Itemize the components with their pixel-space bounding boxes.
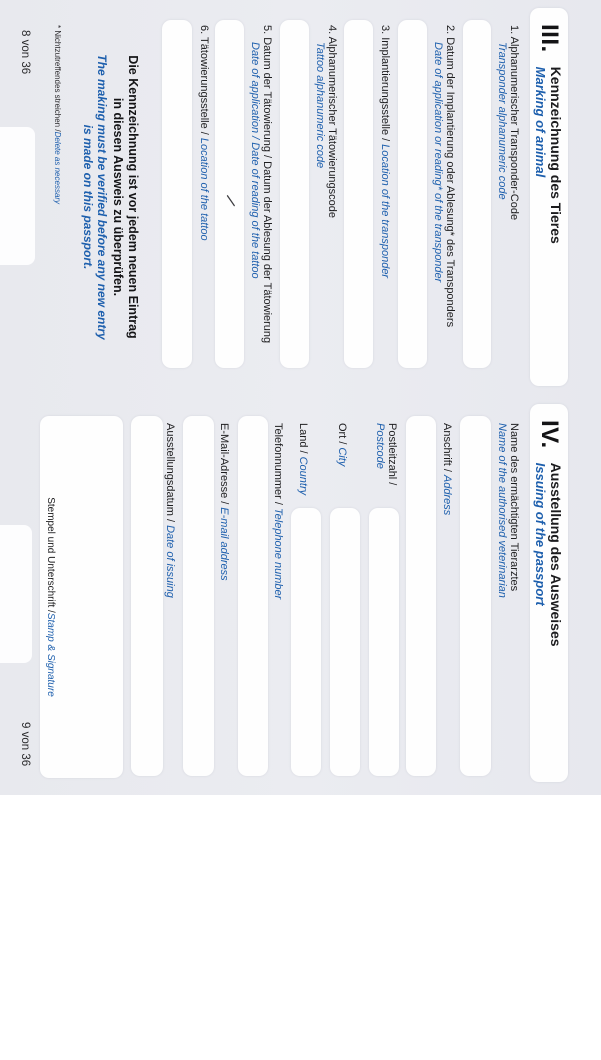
vet-name-field [460, 416, 491, 776]
section-iii-header [530, 8, 568, 386]
page-edge-strip-right [0, 525, 32, 663]
verify-notice-de-line2: in diesen Ausweis zu überprüfen. [111, 97, 125, 297]
implant-date-label-de: 2. Datum der Implantierung oder Ablesung* des Transponders [444, 25, 456, 328]
city-field [330, 508, 360, 776]
address-label: Anschrift /Address [441, 423, 453, 516]
page-number-9: 9 von 36 [19, 722, 31, 767]
page-section-iv [0, 404, 601, 782]
section-iii-titles [534, 67, 565, 244]
tattoo-date-label-de: 5. Datum der Tätowierung / Datum der Ablesung der Tätowierung [261, 25, 273, 344]
tattoo-code-label-de: 4. Alphanumerischer Tätowierungscode [326, 25, 338, 219]
section-iv-title-en: Issuing of the passport [533, 462, 549, 606]
implant-date-field [398, 20, 427, 368]
implant-date-label-en: Date of application or reading* of the transponder [432, 42, 444, 283]
verify-notice-de-line1: Die Kennzeichnung ist vor jedem neuen Eintrag [126, 55, 140, 339]
section-iii-title-de: Kennzeichnung des Tieres [548, 66, 565, 244]
section-iv-title-de: Ausstellung des Ausweises [548, 462, 565, 647]
vet-name-label-en: Name of the authorised veterinarian [496, 423, 508, 598]
issue-date-label: Ausstellungsdatum /Date of issuing [164, 423, 176, 598]
page-section-iii [0, 8, 601, 386]
address-field [406, 416, 436, 776]
email-label: E-Mail-Adresse /E-mail address [218, 423, 230, 581]
postcode-label-en: Postcode [374, 423, 386, 469]
verify-notice-en-line1: The making must be verified before any new entry [95, 54, 109, 340]
section-iii-number: III. [536, 24, 563, 53]
section-iii-title-en: Marking of animal [533, 66, 549, 178]
transponder-code-label-de: 1. Alphanumerischer Transponder-Code [508, 25, 520, 221]
page-edge-strip-left [0, 127, 35, 265]
transponder-code-label-en: Transponder alphanumeric code [496, 42, 508, 200]
country-label: Land /Country [297, 423, 309, 496]
tattoo-date-label-en: Date of application / Date of reading of the tattoo [249, 42, 261, 279]
vet-name-label-de: Name des ermächtigten Tierarztes [508, 423, 520, 592]
country-field [291, 508, 321, 776]
phone-label: Telefonnummer /Telephone number [272, 423, 284, 600]
transponder-location-field [344, 20, 373, 368]
email-field [183, 416, 214, 776]
section-iv-header [530, 404, 568, 782]
page-number-8: 8 von 36 [19, 30, 31, 75]
transponder-location-label: 3. Implantierungsstelle /Location of the transponder [379, 25, 391, 279]
tattoo-code-label-en: Tattoo alphanumeric code [314, 42, 326, 169]
date-separator-slash: / [221, 192, 240, 209]
tattoo-location-label: 6. Tätowierungsstelle /Location of the tattoo [198, 25, 210, 241]
tattoo-location-field [162, 20, 192, 368]
section-iv-titles [534, 463, 565, 647]
postcode-label-de: Postleitzahl / [386, 423, 398, 486]
postcode-field [369, 508, 399, 776]
stamp-signature-label: Stempel und Unterschrift /Stamp & Signature [45, 497, 56, 697]
transponder-code-field [463, 20, 491, 368]
tattoo-date-field [215, 20, 244, 368]
phone-field [238, 416, 268, 776]
city-label: Ort /City [336, 423, 348, 467]
section-iv-number: IV. [536, 420, 563, 449]
stamp-signature-field [40, 416, 123, 778]
tattoo-code-field [280, 20, 309, 368]
issue-date-field [131, 416, 163, 776]
delete-as-necessary-footnote: * Nichtzutreffendes streichen /Delete as necessary [53, 25, 62, 205]
verify-notice-en-line2: is made on this passport. [81, 124, 95, 270]
